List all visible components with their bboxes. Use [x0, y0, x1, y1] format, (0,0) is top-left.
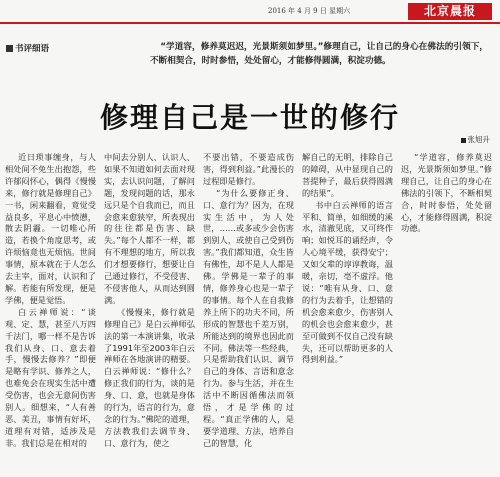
paragraph: 近日琐事缠身，与人相处间不免生出抱怨，些许郁闷怀心，偶得《慢慢来，修行就是修理自己》一书，闲来翻看，竟觉受益良多，平息心中愤懑，散去阴霾。一切唯心所造，若换个角度思考，或许烦恼竟也无烦恼。世间事情，原本就在于人怎么去主宰，面对，认识和了解。若能有所发现，便是学佛，便是觉悟。 — [5, 152, 96, 305]
paragraph: 不要出错，不要造成伤害，得到利益。”此漫长的过程即是修行。 — [203, 152, 294, 186]
page-header — [0, 0, 500, 22]
newspaper-masthead: 北京晨报 — [408, 3, 492, 20]
article-headline: 修理自己是一世的修行 — [99, 101, 400, 134]
section-tag — [6, 42, 49, 54]
paragraph: 书中白云禅师的语言平和、简单，如细缓的溪水，清澈见底，又可终作响；如悦耳的诵经声，令人心境平缓，获得安宁；又如父辈的谆谆教诲，温暖，亲切，亳不虚浮。他说：“唯有从身、口、意的行为去着手，让想错的机会愈来愈少，伤害别人的机会也会愈来愈少，甚至可做到不仅自己没有缺失，还可以帮助更多的人得到利益。” — [302, 199, 393, 365]
pull-quote-text: “学道容，修养莫迟迟，光景斯须如梦里。”修理自己，让自己的身心在佛法的引领下，不断相契合，时时参悟，处处留心，才能修得圆满，积淀功德。 — [150, 42, 488, 66]
square-bullet-icon — [6, 45, 13, 52]
paragraph: “学道容，修养莫迟迟，光景斯须如梦里。”修理自己，让自己的身心在佛法的引领下，不断相契合，时时参悟，处处留心，才能修得圆满，积淀功德。 — [401, 152, 492, 234]
article-body — [5, 152, 497, 474]
paragraph: 白云禅师说：“谈观、定、慧，甚至八万四千法门，哪一样不是告诉我们从身、口、意去着手，慢慢去修养？”即便是略有学识、修养之人，也难免会在现实生活中遭受伤害，也会无意间伤害别人。细想来，“人有善恶、美丑，事情有好坏，道理有对错，适涉及是非。我们总是在相对的 — [5, 306, 96, 448]
square-bullet-icon — [461, 138, 466, 143]
publication-date: 2016 年 4 月 9 日 星期六 — [268, 7, 351, 15]
paragraph: “为什么要修正身、口、意行为？因为，在现实生活中，为人处世，……或多或少会伤害到别人，或使自己受到伤害。”我们都知道，众生皆有佛性，却不是人人都是佛。学佛是一辈子的事情，修养身心也是一辈子的事情。每个人在自我修养上所下的功夫不同，所形成的智慧也千差万别，所能达到的境界也因此而不同。佛法等一些经典，只是帮助我们认识、调节自己的身体、言语和意念行为。参与生活，并在生活中不断因循佛法而领悟，才是学佛的过程。“真正学佛的人，是要学道理、方法，培养自己的智慧，化 — [203, 187, 294, 448]
article-column-4 — [302, 152, 393, 474]
section-label: 书评细语 — [15, 44, 50, 54]
header-rule — [0, 22, 500, 24]
article-column-2 — [104, 152, 195, 474]
author-name: 张旭升 — [467, 135, 490, 144]
article-column-5 — [401, 152, 492, 474]
article-column-3 — [203, 152, 294, 474]
article-byline — [461, 134, 491, 145]
article-column-1 — [5, 152, 96, 474]
pull-quote — [150, 40, 488, 68]
paragraph: 中间去分别人、认识人、如果不知道如何去面对现实，去认识问题，了解问题，发现问题的话，那永远只是个自我而已，而且会愈来愈狭窄，所表现出的往往都是伤害、缺失。”每个人都不一样，都有不理想的地方，所以我们才想要修行，想要让自己通过修行，不受侵害、不侵害他人，从而达到圆满。 — [104, 152, 195, 305]
paragraph: 解自己的无明，排除自己的障碍，从中显现自己的菩提种子，最后获得圆满的结果”。 — [302, 152, 393, 198]
paragraph: 《慢慢来，修行就是修理自己》是白云禅师弘法的第一本演讲集，收录了1991年至2003年白云禅师在各地演讲的精要。白云禅师说：“修什么？修正我们的行为，谈的是身、口、意，也就是身体的行为，语言的行为，意念的行为。”佛陀的道理，方法教我们去调节身、口、意行为，使之 — [104, 306, 195, 448]
